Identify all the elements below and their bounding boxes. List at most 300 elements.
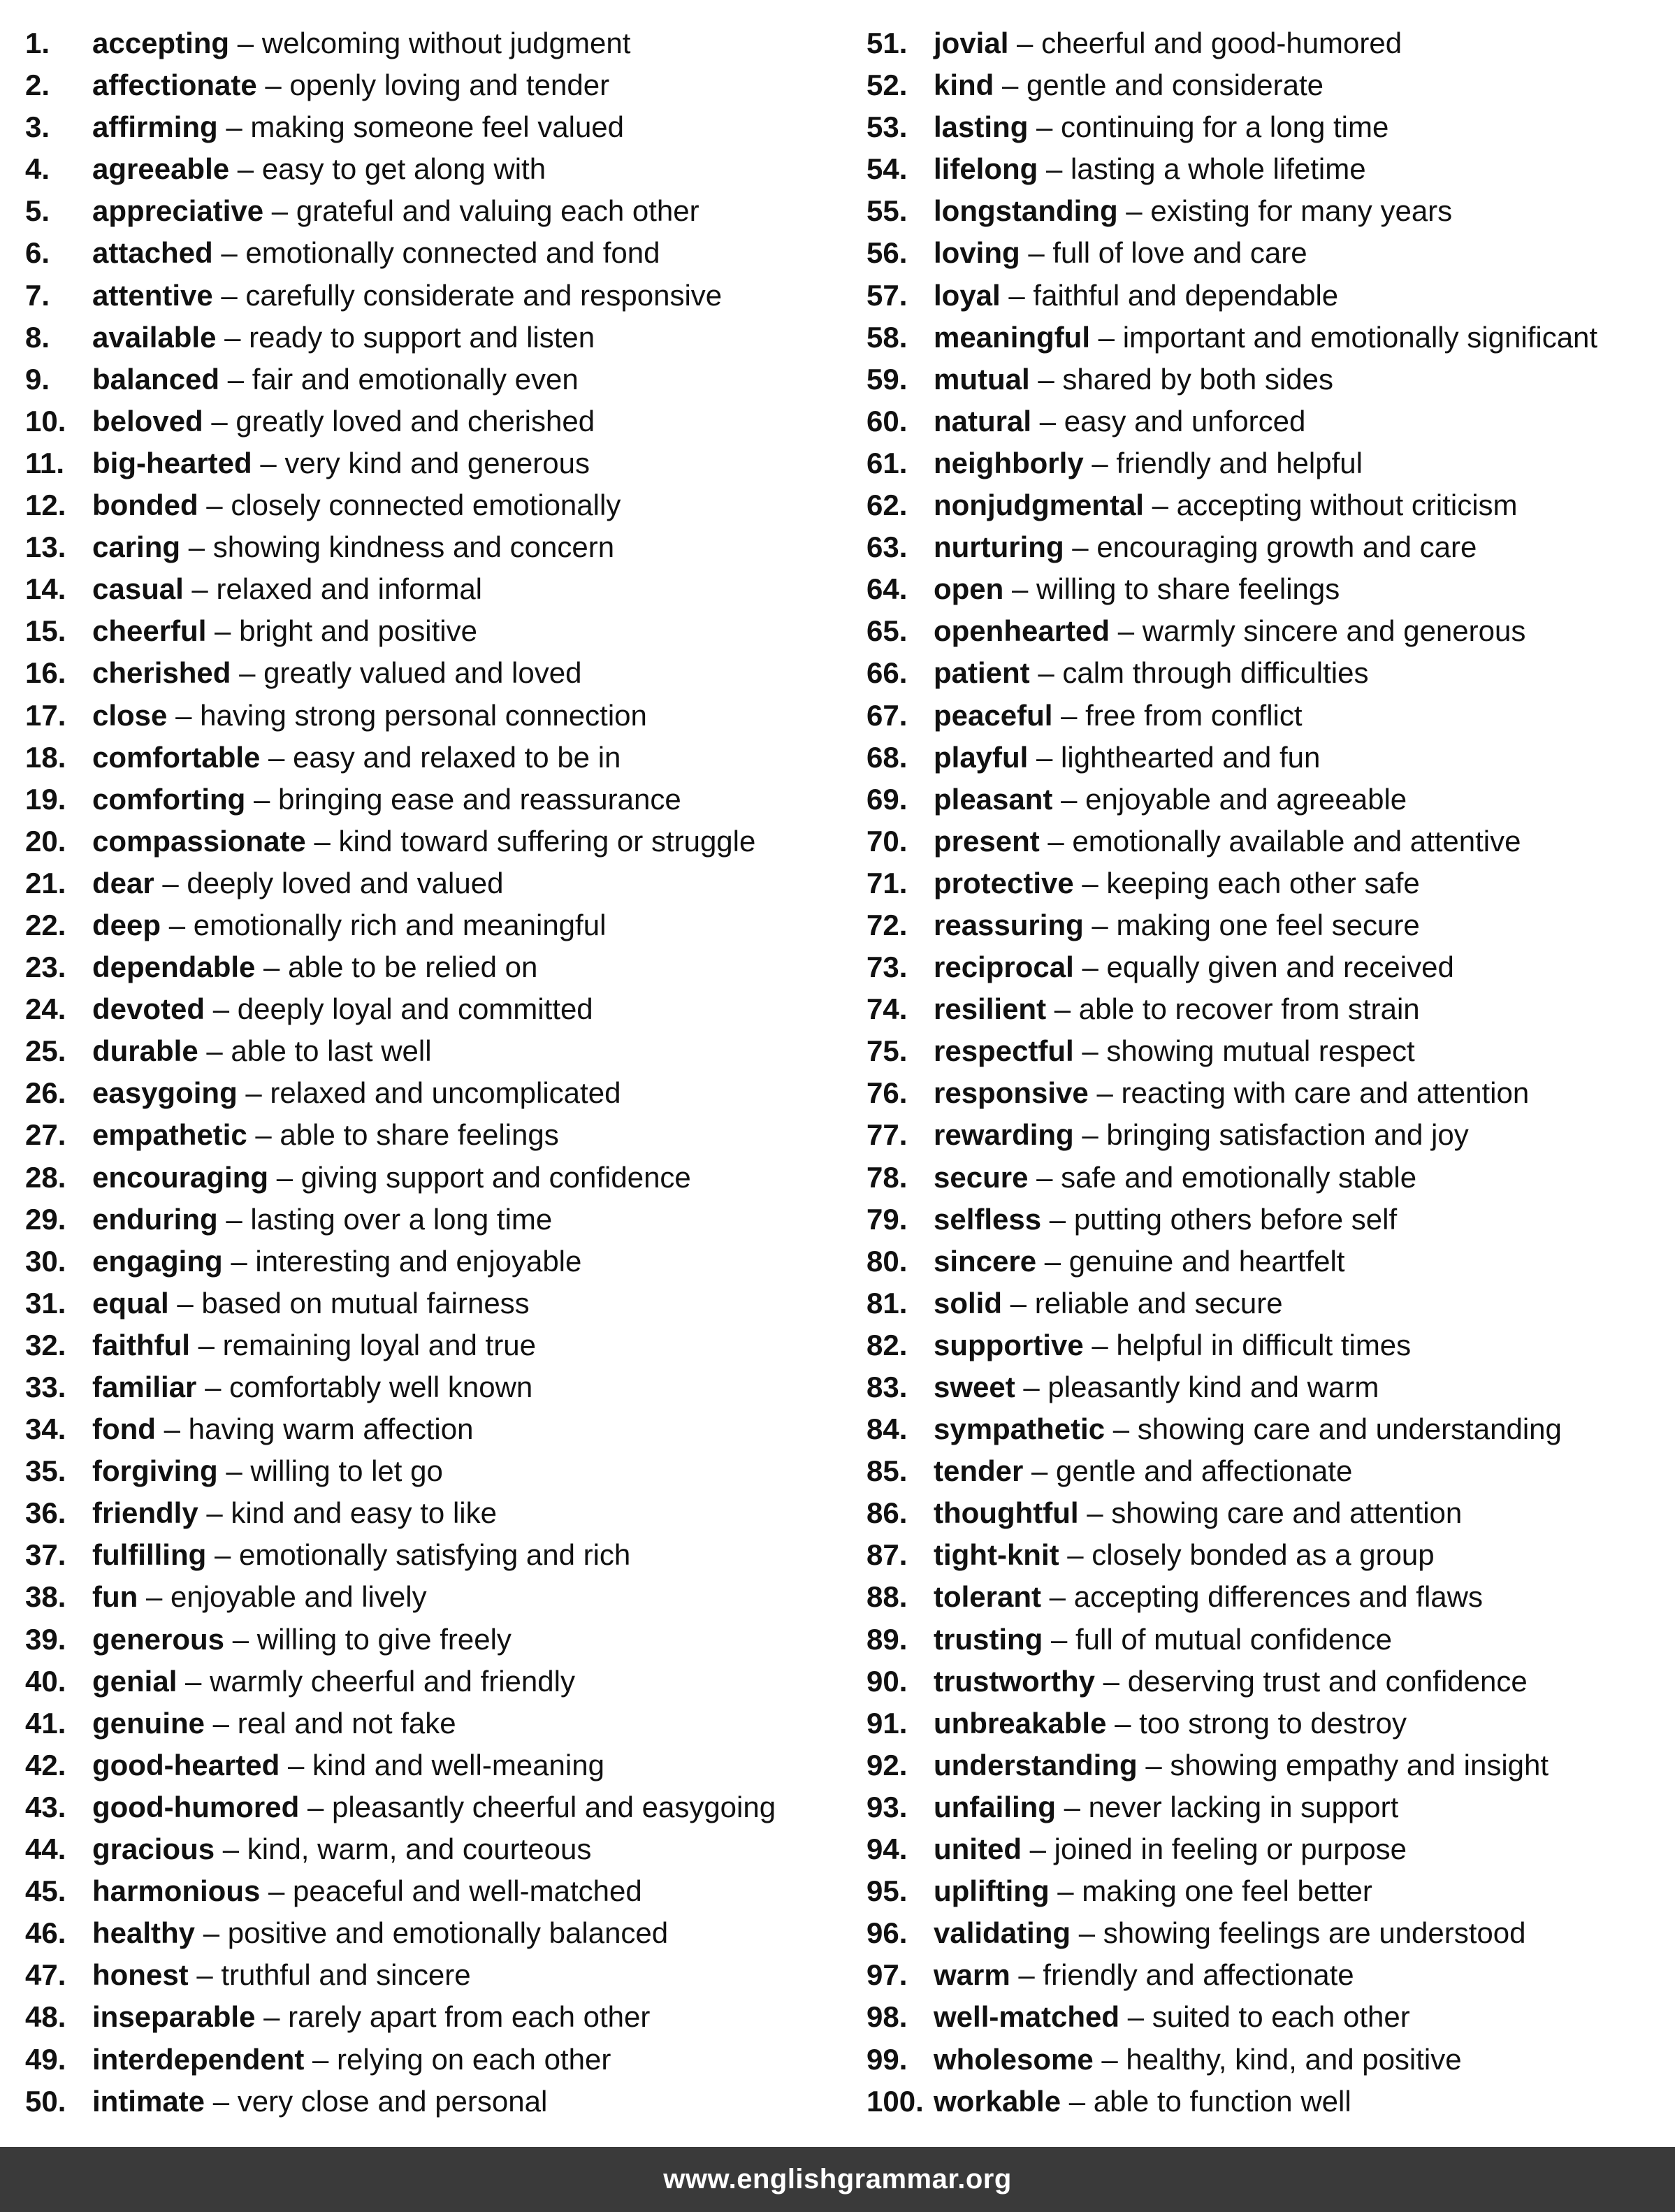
- item-word: patient: [934, 656, 1030, 690]
- item-text: [934, 1870, 1372, 1912]
- item-word: open: [934, 572, 1004, 606]
- item-word: agreeable: [92, 152, 230, 186]
- item-definition: – willing to let go: [217, 1454, 443, 1488]
- item-definition: – shared by both sides: [1029, 362, 1333, 396]
- item-definition: – making one feel better: [1049, 1874, 1372, 1908]
- list-item: [25, 442, 843, 484]
- item-text: [92, 1744, 604, 1786]
- item-text: [934, 232, 1307, 274]
- item-word: available: [92, 320, 217, 354]
- item-number: 93.: [866, 1790, 908, 1823]
- item-word: enduring: [92, 1202, 218, 1236]
- item-word: good-hearted: [92, 1748, 280, 1781]
- item-number: 10.: [25, 404, 66, 438]
- item-definition: – equally given and received: [1073, 950, 1454, 984]
- item-word: reciprocal: [934, 950, 1074, 984]
- item-number: 91.: [866, 1706, 908, 1740]
- item-word: trusting: [934, 1622, 1043, 1656]
- item-word: well-matched: [934, 2000, 1120, 2034]
- item-text: [934, 1408, 1562, 1450]
- item-definition: – relaxed and uncomplicated: [237, 1076, 621, 1110]
- item-number: 40.: [25, 1664, 66, 1698]
- item-number: 59.: [866, 362, 908, 396]
- item-text: [934, 1030, 1415, 1072]
- item-text: [934, 1282, 1283, 1324]
- item-definition: – showing mutual respect: [1073, 1034, 1415, 1068]
- item-word: playful: [934, 740, 1029, 774]
- list-item: [25, 1492, 843, 1534]
- item-definition: – continuing for a long time: [1028, 110, 1389, 144]
- item-number: 25.: [25, 1034, 66, 1068]
- item-definition: – enjoyable and lively: [138, 1580, 427, 1614]
- item-number: 56.: [866, 236, 908, 270]
- item-word: close: [92, 698, 168, 732]
- word-list-right-column: [866, 22, 1670, 2123]
- list-item: [866, 400, 1670, 442]
- item-word: fulfilling: [92, 1538, 207, 1572]
- item-number: 11.: [25, 446, 65, 479]
- item-number: 80.: [866, 1244, 908, 1278]
- item-definition: – calm through difficulties: [1029, 656, 1369, 690]
- list-item: [866, 862, 1670, 904]
- item-number: 55.: [866, 194, 908, 228]
- item-word: cherished: [92, 656, 231, 690]
- item-word: respectful: [934, 1034, 1074, 1068]
- item-number: 20.: [25, 824, 66, 858]
- item-text: [92, 737, 621, 779]
- item-text: [934, 1324, 1411, 1366]
- item-definition: – cheerful and good-humored: [1008, 27, 1402, 59]
- item-definition: – having warm affection: [155, 1412, 474, 1446]
- list-item: [866, 442, 1670, 484]
- list-item: [866, 232, 1670, 274]
- item-text: [934, 862, 1420, 904]
- item-word: jovial: [934, 27, 1009, 59]
- item-definition: – remaining loyal and true: [189, 1328, 536, 1361]
- list-item: [25, 1157, 843, 1199]
- list-item: [866, 1828, 1670, 1870]
- item-word: dependable: [92, 950, 256, 984]
- list-item: [25, 1114, 843, 1156]
- item-text: [92, 2081, 547, 2123]
- item-text: [934, 1661, 1528, 1703]
- item-text: [92, 1072, 621, 1114]
- item-word: affirming: [92, 110, 218, 144]
- item-text: [92, 821, 755, 862]
- list-item: [866, 2039, 1670, 2081]
- item-word: big-hearted: [92, 446, 252, 479]
- item-text: [92, 275, 722, 317]
- item-text: [92, 1114, 559, 1156]
- list-item: [866, 821, 1670, 862]
- item-word: neighborly: [934, 446, 1084, 479]
- item-number: 66.: [866, 656, 908, 690]
- item-text: [92, 1199, 552, 1241]
- item-word: compassionate: [92, 824, 306, 858]
- item-definition: – warmly sincere and generous: [1110, 614, 1526, 648]
- item-text: [934, 779, 1407, 821]
- item-number: 64.: [866, 572, 908, 606]
- list-item: [25, 1744, 843, 1786]
- item-text: [934, 1492, 1462, 1534]
- item-word: equal: [92, 1286, 169, 1320]
- item-definition: – bringing satisfaction and joy: [1073, 1118, 1469, 1152]
- item-word: supportive: [934, 1328, 1084, 1361]
- item-word: devoted: [92, 992, 205, 1026]
- item-definition: – showing feelings are understood: [1071, 1916, 1526, 1950]
- item-text: [92, 1324, 536, 1366]
- item-text: [934, 1072, 1529, 1114]
- item-number: 24.: [25, 992, 66, 1026]
- item-word: present: [934, 824, 1040, 858]
- item-definition: – grateful and valuing each other: [263, 194, 699, 228]
- item-number: 77.: [866, 1118, 908, 1152]
- list-item: [25, 2081, 843, 2123]
- item-text: [92, 64, 609, 106]
- item-definition: – having strong personal connection: [167, 698, 647, 732]
- item-definition: – kind and well-meaning: [280, 1748, 604, 1781]
- item-word: tight-knit: [934, 1538, 1059, 1572]
- item-word: forgiving: [92, 1454, 218, 1488]
- item-text: [92, 2039, 611, 2081]
- list-item: [866, 526, 1670, 568]
- list-item: [866, 317, 1670, 359]
- list-item: [25, 737, 843, 779]
- item-number: 69.: [866, 782, 908, 816]
- list-item: [25, 484, 843, 526]
- item-text: [934, 1786, 1398, 1828]
- item-word: trustworthy: [934, 1664, 1095, 1698]
- item-text: [92, 359, 579, 400]
- item-number: 35.: [25, 1454, 66, 1488]
- list-item: [25, 1199, 843, 1241]
- item-number: 7.: [25, 278, 50, 312]
- item-word: understanding: [934, 1748, 1138, 1781]
- list-item: [25, 2039, 843, 2081]
- item-text: [934, 275, 1338, 317]
- list-item: [866, 148, 1670, 190]
- item-definition: – openly loving and tender: [256, 68, 610, 102]
- item-word: easygoing: [92, 1076, 238, 1110]
- word-list-left-column: [25, 22, 843, 2123]
- item-word: affectionate: [92, 68, 257, 102]
- item-number: 36.: [25, 1496, 66, 1530]
- item-definition: – friendly and affectionate: [1010, 1958, 1354, 1992]
- item-number: 57.: [866, 278, 908, 312]
- item-word: warm: [934, 1958, 1010, 1992]
- item-text: [934, 484, 1518, 526]
- item-word: deep: [92, 908, 161, 941]
- item-text: [92, 695, 647, 737]
- item-word: lasting: [934, 110, 1029, 144]
- list-item: [866, 1157, 1670, 1199]
- item-definition: – able to last well: [198, 1034, 432, 1068]
- item-word: encouraging: [92, 1160, 269, 1194]
- list-item: [866, 1912, 1670, 1954]
- item-word: loyal: [934, 278, 1001, 312]
- item-number: 52.: [866, 68, 908, 102]
- item-word: wholesome: [934, 2042, 1094, 2076]
- list-item: [866, 1576, 1670, 1618]
- item-number: 86.: [866, 1496, 908, 1530]
- item-text: [934, 106, 1388, 148]
- item-definition: – emotionally rich and meaningful: [161, 908, 607, 941]
- item-definition: – lasting a whole lifetime: [1038, 152, 1366, 186]
- item-number: 12.: [25, 489, 66, 522]
- list-item: [25, 190, 843, 232]
- item-number: 79.: [866, 1202, 908, 1236]
- item-definition: – joined in feeling or purpose: [1021, 1833, 1407, 1866]
- item-text: [92, 610, 477, 652]
- list-item: [866, 652, 1670, 694]
- item-number: 41.: [25, 1706, 66, 1740]
- item-word: sincere: [934, 1244, 1037, 1278]
- item-text: [934, 568, 1340, 610]
- item-word: unfailing: [934, 1790, 1056, 1823]
- list-item: [25, 779, 843, 821]
- item-word: appreciative: [92, 194, 264, 228]
- item-word: healthy: [92, 1916, 196, 1950]
- item-number: 30.: [25, 1244, 66, 1278]
- item-definition: – carefully considerate and responsive: [212, 278, 723, 312]
- list-item: [866, 275, 1670, 317]
- item-word: thoughtful: [934, 1496, 1079, 1530]
- item-definition: – gentle and affectionate: [1023, 1454, 1353, 1488]
- item-text: [934, 1954, 1354, 1996]
- item-number: 90.: [866, 1664, 908, 1698]
- item-number: 100.: [866, 2084, 924, 2118]
- item-text: [934, 1157, 1416, 1199]
- item-definition: – easy to get along with: [229, 152, 546, 186]
- item-word: meaningful: [934, 320, 1091, 354]
- item-number: 61.: [866, 446, 908, 479]
- item-word: pleasant: [934, 782, 1053, 816]
- item-word: validating: [934, 1916, 1071, 1950]
- item-definition: – real and not fake: [205, 1706, 456, 1740]
- item-number: 43.: [25, 1790, 66, 1823]
- footer-bar: [0, 2147, 1675, 2212]
- item-word: empathetic: [92, 1118, 247, 1152]
- item-number: 13.: [25, 530, 66, 564]
- item-text: [92, 1576, 427, 1618]
- item-definition: – emotionally satisfying and rich: [206, 1538, 631, 1572]
- item-definition: – keeping each other safe: [1073, 866, 1420, 899]
- list-item: [25, 1072, 843, 1114]
- list-item: [25, 526, 843, 568]
- item-number: 48.: [25, 2000, 66, 2034]
- item-text: [934, 317, 1597, 359]
- item-number: 17.: [25, 698, 66, 732]
- list-item: [866, 568, 1670, 610]
- item-definition: – willing to give freely: [224, 1622, 512, 1656]
- item-definition: – encouraging growth and care: [1064, 530, 1477, 564]
- item-definition: – full of mutual confidence: [1043, 1622, 1392, 1656]
- item-text: [92, 1408, 473, 1450]
- item-definition: – genuine and heartfelt: [1036, 1244, 1345, 1278]
- list-item: [866, 1619, 1670, 1661]
- item-definition: – positive and emotionally balanced: [195, 1916, 669, 1950]
- item-definition: – suited to each other: [1119, 2000, 1410, 2034]
- item-definition: – reacting with care and attention: [1088, 1076, 1530, 1110]
- item-definition: – emotionally available and attentive: [1039, 824, 1521, 858]
- list-item: [866, 2081, 1670, 2123]
- item-text: [92, 1870, 642, 1912]
- item-number: 3.: [25, 110, 50, 144]
- item-definition: – fair and emotionally even: [219, 362, 579, 396]
- item-definition: – greatly loved and cherished: [203, 404, 595, 438]
- item-text: [92, 946, 537, 988]
- item-text: [92, 1912, 668, 1954]
- item-word: comforting: [92, 782, 246, 816]
- item-definition: – full of love and care: [1020, 236, 1307, 270]
- list-item: [25, 1030, 843, 1072]
- item-text: [934, 1450, 1352, 1492]
- list-item: [25, 1828, 843, 1870]
- list-item: [25, 1786, 843, 1828]
- list-item: [866, 946, 1670, 988]
- list-item: [25, 275, 843, 317]
- item-word: casual: [92, 572, 184, 606]
- item-text: [934, 22, 1402, 64]
- list-item: [866, 1954, 1670, 1996]
- item-definition: – based on mutual fairness: [168, 1286, 530, 1320]
- item-text: [934, 1912, 1525, 1954]
- item-definition: – never lacking in support: [1055, 1790, 1399, 1823]
- list-item: [866, 1114, 1670, 1156]
- item-text: [934, 1619, 1392, 1661]
- item-text: [934, 526, 1477, 568]
- list-item: [25, 400, 843, 442]
- item-number: 82.: [866, 1328, 908, 1361]
- list-item: [866, 610, 1670, 652]
- item-definition: – emotionally connected and fond: [212, 236, 660, 270]
- item-definition: – bright and positive: [206, 614, 477, 648]
- item-text: [92, 1703, 456, 1744]
- item-text: [934, 988, 1420, 1030]
- item-number: 23.: [25, 950, 66, 984]
- item-definition: – easy and unforced: [1031, 404, 1306, 438]
- item-number: 73.: [866, 950, 908, 984]
- list-item: [25, 1450, 843, 1492]
- item-word: workable: [934, 2084, 1061, 2118]
- item-text: [934, 1703, 1407, 1744]
- list-item: [25, 1408, 843, 1450]
- item-word: uplifting: [934, 1874, 1050, 1908]
- list-item: [866, 904, 1670, 946]
- item-definition: – lasting over a long time: [217, 1202, 553, 1236]
- item-word: tolerant: [934, 1580, 1042, 1614]
- item-number: 96.: [866, 1916, 908, 1950]
- item-number: 76.: [866, 1076, 908, 1110]
- item-word: fond: [92, 1412, 156, 1446]
- item-number: 32.: [25, 1328, 66, 1361]
- item-number: 89.: [866, 1622, 908, 1656]
- item-number: 95.: [866, 1874, 908, 1908]
- item-number: 67.: [866, 698, 908, 732]
- item-text: [92, 148, 546, 190]
- item-word: tender: [934, 1454, 1024, 1488]
- footer-website: www.englishgrammar.org: [663, 2164, 1012, 2195]
- item-text: [92, 1786, 776, 1828]
- item-text: [92, 1661, 575, 1703]
- item-number: 27.: [25, 1118, 66, 1152]
- item-definition: – accepting without criticism: [1143, 489, 1518, 522]
- list-item: [866, 1661, 1670, 1703]
- item-text: [92, 400, 595, 442]
- item-word: familiar: [92, 1371, 197, 1403]
- item-number: 34.: [25, 1412, 66, 1446]
- item-definition: – relaxed and informal: [183, 572, 483, 606]
- item-text: [92, 652, 581, 694]
- item-definition: – giving support and confidence: [268, 1160, 691, 1194]
- item-definition: – helpful in difficult times: [1083, 1328, 1412, 1361]
- item-text: [934, 737, 1320, 779]
- item-definition: – pleasantly cheerful and easygoing: [299, 1790, 776, 1823]
- list-item: [866, 1241, 1670, 1282]
- item-text: [934, 1996, 1410, 2038]
- item-word: intimate: [92, 2084, 205, 2118]
- item-definition: – healthy, kind, and positive: [1093, 2042, 1462, 2076]
- item-word: dear: [92, 866, 154, 899]
- item-text: [934, 1534, 1435, 1576]
- item-text: [934, 904, 1420, 946]
- item-number: 50.: [25, 2084, 66, 2118]
- item-definition: – very close and personal: [205, 2084, 548, 2118]
- item-word: faithful: [92, 1328, 190, 1361]
- item-text: [92, 1828, 591, 1870]
- item-text: [92, 1366, 532, 1408]
- list-item: [866, 359, 1670, 400]
- list-item: [25, 1366, 843, 1408]
- item-word: fun: [92, 1580, 138, 1614]
- list-item: [866, 1199, 1670, 1241]
- item-text: [92, 1954, 471, 1996]
- item-number: 26.: [25, 1076, 66, 1110]
- item-definition: – willing to share feelings: [1003, 572, 1340, 606]
- item-definition: – pleasantly kind and warm: [1015, 1371, 1379, 1403]
- item-word: solid: [934, 1286, 1003, 1320]
- list-item: [866, 1450, 1670, 1492]
- list-item: [866, 1282, 1670, 1324]
- list-item: [866, 484, 1670, 526]
- item-definition: – showing empathy and insight: [1137, 1748, 1549, 1781]
- item-word: durable: [92, 1034, 198, 1068]
- item-text: [934, 359, 1333, 400]
- item-number: 63.: [866, 530, 908, 564]
- item-text: [92, 232, 660, 274]
- item-text: [934, 1744, 1549, 1786]
- list-item: [25, 1619, 843, 1661]
- list-item: [866, 737, 1670, 779]
- list-item: [866, 64, 1670, 106]
- item-word: loving: [934, 236, 1020, 270]
- list-item: [866, 1534, 1670, 1576]
- item-number: 58.: [866, 320, 908, 354]
- list-item: [25, 1576, 843, 1618]
- list-item: [866, 190, 1670, 232]
- item-number: 21.: [25, 866, 66, 899]
- item-definition: – deeply loyal and committed: [205, 992, 593, 1026]
- list-item: [25, 1703, 843, 1744]
- item-word: reassuring: [934, 908, 1084, 941]
- item-number: 92.: [866, 1748, 908, 1781]
- item-number: 16.: [25, 656, 66, 690]
- item-text: [92, 317, 595, 359]
- item-definition: – enjoyable and agreeable: [1052, 782, 1407, 816]
- item-text: [934, 610, 1525, 652]
- item-text: [92, 568, 482, 610]
- item-word: interdependent: [92, 2042, 305, 2076]
